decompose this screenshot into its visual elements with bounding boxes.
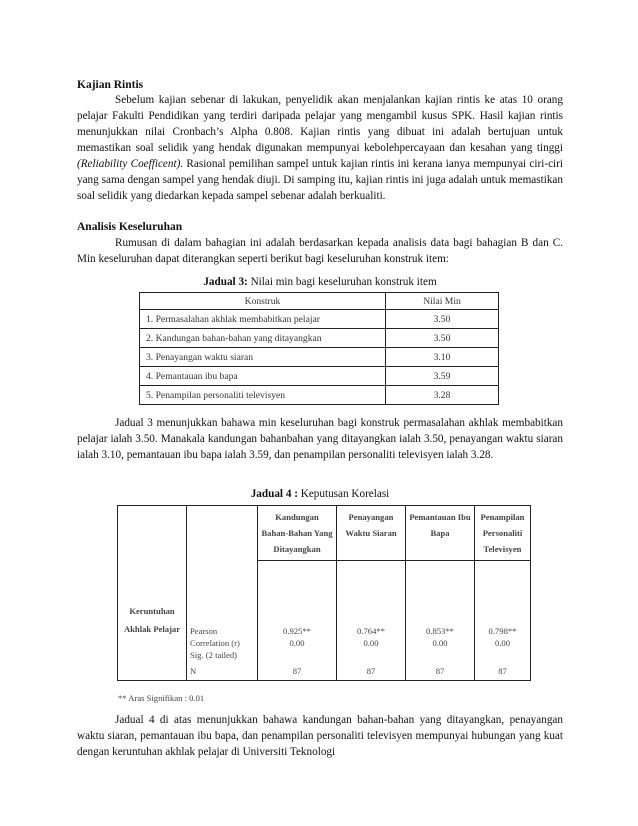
table-row <box>140 386 499 405</box>
table3-row-value: 3.59 <box>386 367 499 386</box>
n-value: 87 <box>498 666 507 676</box>
n-value: 87 <box>435 666 445 676</box>
paragraph-jadual-3: Jadual 3 menunjukkan bahawa min keseluruhan bagi konstruk permasalahan akhlak membabitkan pelajar ialah 3.50. Manakala kandungan bahanbahan yang ditayangkan ialah 3.50, penayangan waktu siaran ialah 3.10, pemantauan ibu bapa ialah 3.59, dan penampilan personaliti televisyen ialah 3.28. <box>77 417 563 461</box>
stat-n: N <box>190 666 197 676</box>
paragraph-analisis: Rumusan di dalam bahagian ini adalah berdasarkan kepada analisis data bagi bahagian B dan C. Min keseluruhan dapat diterangkan seperti berikut bagi keseluruhan konstruk item: <box>77 237 563 265</box>
table4-cell <box>337 561 406 681</box>
table4-cell <box>475 561 531 681</box>
sig-value: 0.00 <box>494 638 511 648</box>
heading-analisis-keseluruhan: Analisis Keseluruhan <box>77 221 183 233</box>
table3-row-label: 2. Kandungan bahan-bahan yang ditayangkan <box>140 329 386 348</box>
table3-row-value: 3.50 <box>386 329 499 348</box>
stat-sig: Sig. (2 tailed) <box>190 650 238 660</box>
paragraph-kajian-rintis-italic: (Reliability Coefficent). <box>77 158 184 170</box>
table3-caption-text: Nilai min bagi keseluruhan konstruk item <box>247 276 437 288</box>
table-row <box>140 310 499 329</box>
table-row <box>140 348 499 367</box>
table4-empty-cell <box>187 506 258 561</box>
table4-note: ** Aras Signifikan : 0.01 <box>118 693 205 703</box>
heading-kajian-rintis: Kajian Rintis <box>77 79 144 91</box>
sig-value: 0.00 <box>289 638 305 648</box>
table3-col-konstruk: Konstruk <box>140 293 386 310</box>
table4-caption <box>77 486 563 502</box>
table3-caption-label: Jadual 3: <box>203 276 248 288</box>
table4-caption-label: Jadual 4 : <box>250 488 298 500</box>
table3-row-value: 3.28 <box>386 386 499 405</box>
table3-row-label: 1. Permasalahan akhlak membabitkan pelajar <box>140 310 386 329</box>
table3-row-label: 3. Penayangan waktu siaran <box>140 348 386 367</box>
table4-header: Kandungan Bahan-Bahan Yang Ditayangkan <box>258 506 337 561</box>
n-value: 87 <box>366 666 376 676</box>
table4-header: Penayangan Waktu Siaran <box>337 506 406 561</box>
table4-empty-cell <box>118 506 187 561</box>
paragraph-jadual-4: Jadual 4 di atas menunjukkan bahawa kandungan bahan-bahan yang ditayangkan, penayangan waktu siaran, pemantauan ibu bapa, dan penampilan personaliti televisyen mempunyai hubungan yang kuat dengan keruntuhan akhlak pelajar di Universiti Teknologi <box>77 714 563 758</box>
table4-caption-text: Keputusan Korelasi <box>297 488 390 500</box>
table4-header-row <box>118 506 531 561</box>
table4-header: Penampilan Personaliti Televisyen <box>475 506 531 561</box>
table4-cell <box>258 561 337 681</box>
paragraph-kajian-rintis <box>77 92 563 204</box>
table4-row-head: Keruntuhan Akhlak Pelajar <box>118 561 187 681</box>
r-value: 0.853** <box>426 626 454 636</box>
table4-header: Pemantauan Ibu Bapa <box>406 506 475 561</box>
table4-stat-labels <box>187 561 258 681</box>
paragraph-kajian-rintis-text: Sebelum kajian sebenar di lakukan, penyelidik akan menjalankan kajian rintis ke atas 10 orang pelajar Fakulti Pendidikan yang terdiri daripada pelajar yang mengambil kusus SPK. Hasil kajian rintis menunjukkan nilai Cronbach’s Alpha 0.808. Kajian rintis yang dibuat ini adalah bertujuan untuk memastikan soal selidik yang hendak digunakan mempunyai kebolehpercayaan dan kesahan yang tinggi <box>77 94 563 154</box>
paragraph-kajian-rintis-tail: Rasional pemilihan sampel untuk kajian rintis ini kerana ianya mempunyai ciri-ciri yang sama dengan sampel yang hendak diuji. Di samping itu, kajian rintis ini juga adalah untuk memastikan soal selidik yang diedarkan kepada sampel sebenar adalah berkualiti. <box>77 158 563 202</box>
table3 <box>139 292 499 405</box>
table3-header-row <box>140 293 499 310</box>
sig-value: 0.00 <box>432 638 448 648</box>
table3-caption <box>77 274 563 290</box>
table-row <box>140 367 499 386</box>
table4-cell <box>406 561 475 681</box>
r-value: 0.925** <box>283 626 311 636</box>
n-value: 87 <box>292 666 302 676</box>
table-row <box>140 329 499 348</box>
table3-row-value: 3.10 <box>386 348 499 367</box>
table3-row-label: 5. Penampilan personaliti televisyen <box>140 386 386 405</box>
table3-row-label: 4. Pemantauan ibu bapa <box>140 367 386 386</box>
table3-row-value: 3.50 <box>386 310 499 329</box>
r-value: 0.798** <box>488 626 517 636</box>
sig-value: 0.00 <box>363 638 379 648</box>
table4 <box>117 505 531 681</box>
stat-pearson: Pearson Correlation (r) <box>190 626 240 648</box>
table4-data-row <box>118 561 531 681</box>
r-value: 0.764** <box>357 626 385 636</box>
table3-col-nilai-min: Nilai Min <box>386 293 499 310</box>
